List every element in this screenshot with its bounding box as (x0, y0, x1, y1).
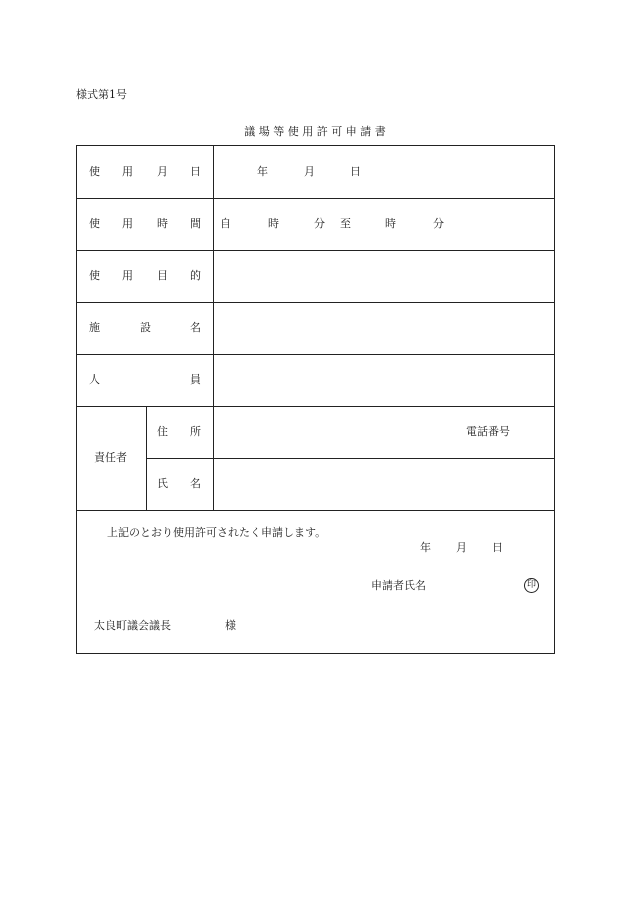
column-divider (213, 146, 214, 510)
usage-time-hour: 時 (385, 217, 396, 230)
addressee-honorific: 様 (225, 619, 236, 632)
usage-date-month: 月 (304, 165, 315, 178)
row-divider (146, 458, 554, 459)
attendees-label-char: 員 (190, 373, 201, 386)
attendees-label-char: 人 (89, 373, 100, 386)
usage-purpose-label-char: 用 (122, 269, 133, 282)
seal-mark-icon: 印 (524, 578, 539, 593)
facility-name-label-char: 名 (190, 321, 201, 334)
address-label-char: 住 (157, 425, 168, 438)
form-number: 様式第1号 (76, 88, 127, 101)
row-divider (77, 302, 554, 303)
usage-date-label-char: 日 (190, 165, 201, 178)
declaration-statement: 上記のとおり使用許可されたく申請します。 (107, 526, 327, 539)
row-divider (77, 198, 554, 199)
usage-date-label-char: 用 (122, 165, 133, 178)
usage-date-day: 日 (350, 165, 361, 178)
applicant-name-label: 申請者氏名 (371, 579, 426, 592)
form-title: 議 場 等 使 用 許 可 申 請 書 (244, 125, 386, 138)
row-divider (77, 406, 554, 407)
usage-time-label-char: 使 (89, 217, 100, 230)
usage-time-minute: 分 (433, 217, 444, 230)
declaration-month: 月 (456, 541, 467, 554)
usage-time-label-char: 用 (122, 217, 133, 230)
usage-time-hour: 時 (268, 217, 279, 230)
usage-time-label-char: 時 (157, 217, 168, 230)
usage-purpose-label-char: 目 (157, 269, 168, 282)
usage-date-label-char: 月 (157, 165, 168, 178)
declaration-day: 日 (492, 541, 503, 554)
row-divider (77, 250, 554, 251)
usage-time-to: 至 (340, 217, 351, 230)
facility-name-label-char: 施 (89, 321, 100, 334)
usage-date-label-char: 使 (89, 165, 100, 178)
addressee: 太良町議会議長 (94, 619, 171, 632)
row-divider (77, 354, 554, 355)
usage-time-label-char: 間 (190, 217, 201, 230)
application-form-table (76, 145, 555, 654)
phone-number-label: 電話番号 (466, 425, 510, 438)
name-label-char: 名 (190, 477, 201, 490)
row-divider (77, 510, 554, 511)
address-label-char: 所 (190, 425, 201, 438)
usage-purpose-label-char: 的 (190, 269, 201, 282)
facility-name-label-char: 設 (140, 321, 151, 334)
usage-time-minute: 分 (314, 217, 325, 230)
declaration-year: 年 (420, 541, 431, 554)
column-divider (146, 406, 147, 510)
usage-time-from: 自 (220, 217, 231, 230)
usage-purpose-label-char: 使 (89, 269, 100, 282)
usage-date-year: 年 (257, 165, 268, 178)
responsible-person-label: 責任者 (94, 451, 127, 464)
name-label-char: 氏 (157, 477, 168, 490)
